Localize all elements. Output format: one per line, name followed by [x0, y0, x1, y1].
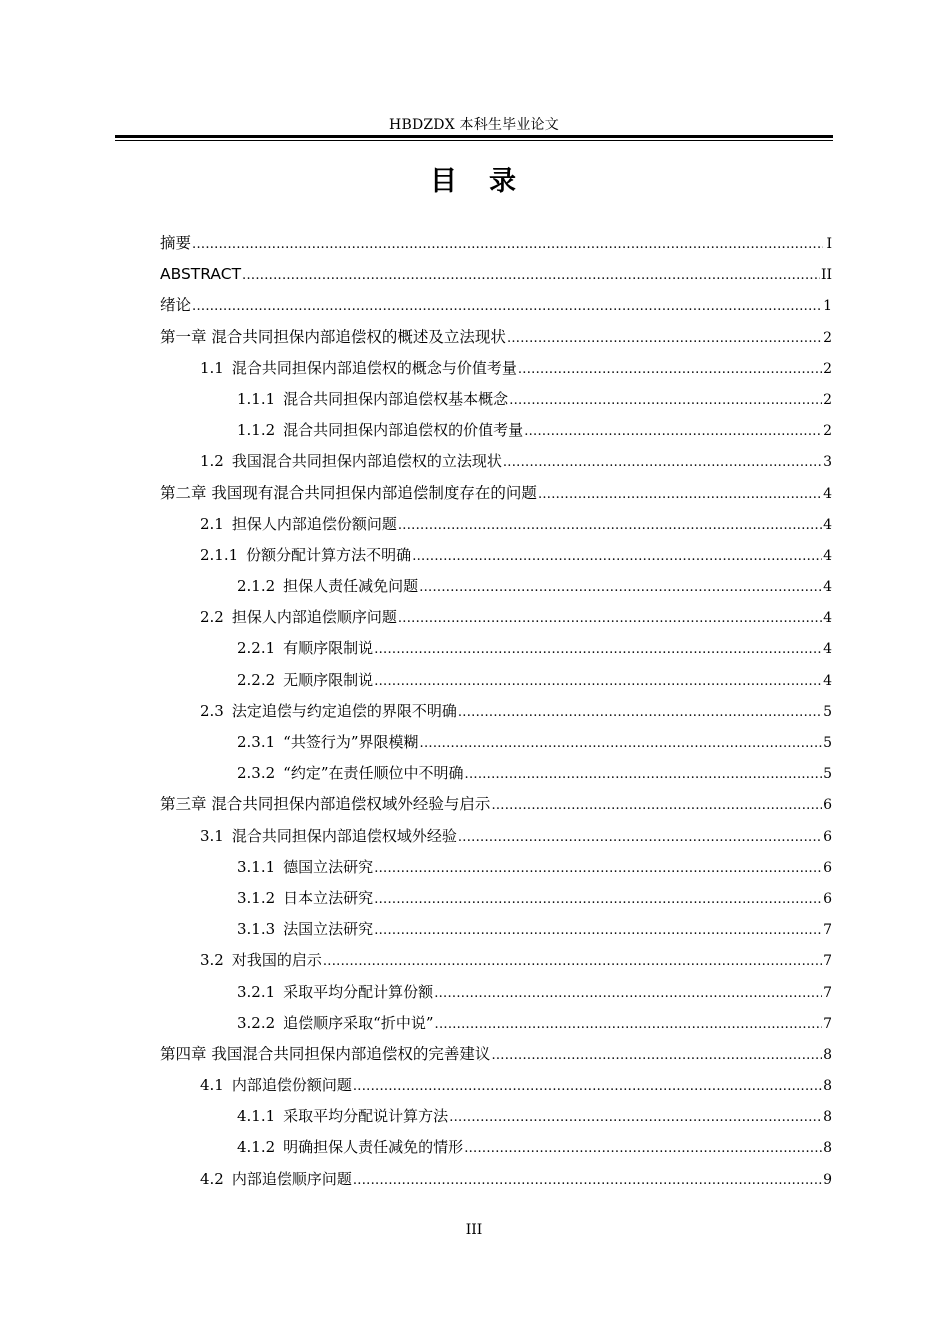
toc-entry-page: 4 [823, 547, 832, 564]
toc-entry-label: 无顺序限制说 [283, 670, 374, 689]
toc-entry[interactable] [160, 1132, 832, 1163]
toc-entry-label: 我国混合共同担保内部追偿权的立法现状 [231, 452, 502, 471]
toc-entry[interactable] [160, 322, 832, 353]
toc-dot-leader [242, 260, 820, 291]
toc-entry-number: 3.2.1 [237, 982, 276, 1001]
toc-entry-label: 法国立法研究 [283, 920, 374, 939]
toc-entry-page: 4 [823, 672, 832, 689]
toc-entry-label: 第三章 混合共同担保内部追偿权域外经验与启示 [160, 795, 491, 814]
toc-entry-label: 担保人内部追偿份额问题 [231, 514, 397, 533]
toc-entry-page: 6 [823, 828, 832, 845]
toc-entry[interactable] [160, 945, 832, 976]
toc-dot-leader [491, 790, 822, 821]
toc-entry-number: 3.1 [200, 826, 224, 845]
toc-entry-label: 混合共同担保内部追偿权的概念与价值考量 [231, 358, 517, 377]
toc-entry[interactable] [160, 1164, 832, 1195]
toc-entry-label: 法定追偿与约定追偿的界限不明确 [231, 701, 457, 720]
toc-entry-page: 8 [823, 1109, 832, 1126]
toc-dot-leader [323, 946, 822, 977]
toc-entry-page: 3 [823, 454, 832, 471]
toc-entry-label: 日本立法研究 [283, 888, 374, 907]
toc-entry[interactable] [160, 478, 832, 509]
toc-entry-page: 2 [823, 423, 832, 440]
toc-entry-page: 8 [823, 1140, 832, 1157]
running-header: HBDZDX 本科生毕业论文 [389, 117, 559, 133]
toc-entry-label: 有顺序限制说 [283, 639, 374, 658]
toc-entry-page: 2 [823, 391, 832, 408]
toc-dot-leader [435, 1009, 823, 1040]
toc-entry-page: 4 [823, 641, 832, 658]
toc-dot-leader [398, 510, 822, 541]
toc-entry[interactable] [160, 883, 832, 914]
toc-dot-leader [374, 634, 822, 665]
toc-entry[interactable] [160, 353, 832, 384]
toc-entry-page: 4 [823, 610, 832, 627]
toc-entry-page: 5 [823, 766, 832, 783]
toc-entry-page: 5 [823, 703, 832, 720]
toc-dot-leader [458, 822, 822, 853]
toc-entry-page: 6 [823, 797, 832, 814]
toc-entry-number: 2.1.1 [200, 545, 239, 564]
toc-entry-number: 2.3.2 [237, 764, 276, 783]
header-rule-thick [115, 135, 833, 138]
toc-entry-label: 采取平均分配说计算方法 [283, 1107, 449, 1126]
toc-entry[interactable] [160, 571, 832, 602]
toc-entry-number: 3.2.2 [237, 1013, 276, 1032]
toc-dot-leader [398, 603, 822, 634]
toc-entry-label: 第四章 我国混合共同担保内部追偿权的完善建议 [160, 1044, 491, 1063]
toc-entry-number: 4.1 [200, 1076, 224, 1095]
toc-entry-number: 1.1 [200, 358, 224, 377]
toc-entry-label: 追偿顺序采取“折中说” [283, 1013, 434, 1032]
toc-dot-leader [458, 697, 822, 728]
toc-entry[interactable] [160, 977, 832, 1008]
toc-entry-label: 担保人责任减免问题 [283, 577, 419, 596]
toc-entry-label: “约定”在责任顺位中不明确 [283, 764, 464, 783]
toc-entry[interactable] [160, 1070, 832, 1101]
toc-title-char-2: 录 [489, 166, 518, 197]
toc-entry[interactable] [160, 633, 832, 664]
toc-list [160, 228, 832, 1195]
toc-title [115, 160, 833, 204]
toc-entry-number: 2.1.2 [237, 577, 276, 596]
toc-entry[interactable] [160, 415, 832, 446]
toc-entry[interactable] [160, 1039, 832, 1070]
toc-dot-leader [434, 978, 822, 1009]
toc-dot-leader [412, 541, 822, 572]
toc-entry-number: 4.1.2 [237, 1138, 276, 1157]
toc-entry-label: 混合共同担保内部追偿权的价值考量 [283, 421, 524, 440]
toc-entry[interactable] [160, 1008, 832, 1039]
toc-dot-leader [518, 354, 822, 385]
toc-title-char-1: 目 [430, 166, 459, 197]
toc-entry-page: 5 [823, 735, 832, 751]
header-rule-thin [115, 140, 833, 141]
toc-entry[interactable] [160, 758, 832, 789]
toc-entry[interactable] [160, 259, 832, 290]
toc-dot-leader [509, 385, 822, 416]
toc-entry-number: 3.1.2 [237, 888, 276, 907]
toc-dot-leader [374, 915, 822, 946]
toc-entry-number: 3.1.1 [237, 857, 276, 876]
toc-entry-number: 2.2.2 [237, 670, 276, 689]
toc-entry-label: 摘要 [160, 234, 192, 252]
toc-dot-leader [538, 479, 822, 510]
toc-entry-number: 2.1 [200, 514, 224, 533]
toc-entry-label: 第二章 我国现有混合共同担保内部追偿制度存在的问题 [160, 483, 537, 502]
toc-entry-label: 担保人内部追偿顺序问题 [231, 608, 397, 627]
toc-entry-label: 绪论 [160, 296, 192, 315]
toc-dot-leader [503, 447, 822, 478]
toc-entry-page: 2 [823, 360, 832, 377]
toc-entry-label: 内部追偿份额问题 [231, 1076, 352, 1095]
toc-entry-number: 3.1.3 [237, 920, 276, 939]
toc-entry[interactable] [160, 290, 832, 321]
toc-entry[interactable] [160, 727, 832, 758]
toc-entry-number: 2.2 [200, 608, 224, 627]
toc-dot-leader [491, 1040, 822, 1071]
toc-entry-number: 3.2 [200, 951, 224, 970]
toc-entry[interactable] [160, 914, 832, 945]
toc-entry-page: 8 [823, 1046, 832, 1063]
toc-entry-label: 第一章 混合共同担保内部追偿权的概述及立法现状 [160, 327, 506, 346]
toc-entry-number: 1.1.2 [237, 421, 276, 440]
toc-entry[interactable] [160, 540, 832, 571]
toc-dot-leader [507, 323, 822, 354]
toc-entry-page: 2 [823, 329, 832, 346]
toc-entry[interactable] [160, 1101, 832, 1132]
toc-dot-leader [524, 416, 822, 447]
toc-entry-number: 2.2.1 [237, 639, 276, 658]
toc-entry-number: 1.1.1 [237, 389, 276, 408]
page-number: III [465, 1222, 483, 1238]
toc-dot-leader [464, 1133, 822, 1164]
toc-entry-page: 4 [823, 579, 832, 596]
toc-entry-page: 6 [823, 859, 832, 876]
toc-entry[interactable] [160, 821, 832, 852]
toc-dot-leader [192, 229, 823, 260]
toc-entry[interactable] [160, 696, 832, 727]
toc-dot-leader [353, 1165, 822, 1196]
toc-entry-page: 6 [823, 890, 832, 907]
toc-entry-page: 8 [823, 1078, 832, 1095]
toc-entry-page: 7 [823, 953, 832, 970]
toc-entry-page: 7 [823, 1015, 832, 1032]
toc-dot-leader [353, 1071, 822, 1102]
toc-entry-page: 7 [823, 984, 832, 1001]
toc-entry-label: 份额分配计算方法不明确 [246, 545, 412, 564]
toc-entry-page: 9 [823, 1171, 832, 1188]
toc-entry[interactable] [160, 852, 832, 883]
toc-entry-label: 采取平均分配计算份额 [283, 982, 434, 1001]
toc-entry-page: II [820, 267, 832, 284]
toc-entry[interactable] [160, 602, 832, 633]
toc-entry-page: 1 [823, 298, 832, 315]
toc-entry-page: 4 [823, 485, 832, 502]
toc-dot-leader [449, 1102, 822, 1133]
toc-entry-number: 2.3 [200, 701, 224, 720]
toc-entry-label: “共签行为”界限模糊 [283, 733, 419, 751]
toc-entry-number: 4.1.1 [237, 1107, 276, 1126]
toc-entry-page: 7 [823, 922, 832, 939]
toc-entry[interactable] [160, 228, 832, 259]
toc-dot-leader [465, 759, 823, 790]
toc-entry-label: ABSTRACT [160, 265, 242, 284]
toc-dot-leader [192, 291, 822, 322]
toc-entry-page: I [826, 236, 832, 252]
toc-entry-label: 对我国的启示 [231, 951, 322, 970]
toc-entry-label: 混合共同担保内部追偿权域外经验 [231, 826, 457, 845]
toc-dot-leader [419, 572, 822, 603]
toc-dot-leader [374, 853, 822, 884]
toc-dot-leader [420, 728, 823, 759]
toc-entry-label: 明确担保人责任减免的情形 [283, 1138, 464, 1157]
toc-entry-number: 2.3.1 [237, 733, 276, 751]
toc-entry-label: 内部追偿顺序问题 [231, 1169, 352, 1188]
toc-entry-label: 混合共同担保内部追偿权基本概念 [283, 389, 509, 408]
toc-dot-leader [374, 666, 822, 697]
toc-entry[interactable] [160, 509, 832, 540]
toc-entry[interactable] [160, 384, 832, 415]
toc-entry[interactable] [160, 446, 832, 477]
toc-entry-label: 德国立法研究 [283, 857, 374, 876]
toc-dot-leader [374, 884, 822, 915]
toc-entry-number: 4.2 [200, 1169, 224, 1188]
toc-entry-number: 1.2 [200, 452, 224, 471]
toc-entry[interactable] [160, 665, 832, 696]
toc-entry[interactable] [160, 789, 832, 820]
toc-entry-page: 4 [823, 516, 832, 533]
